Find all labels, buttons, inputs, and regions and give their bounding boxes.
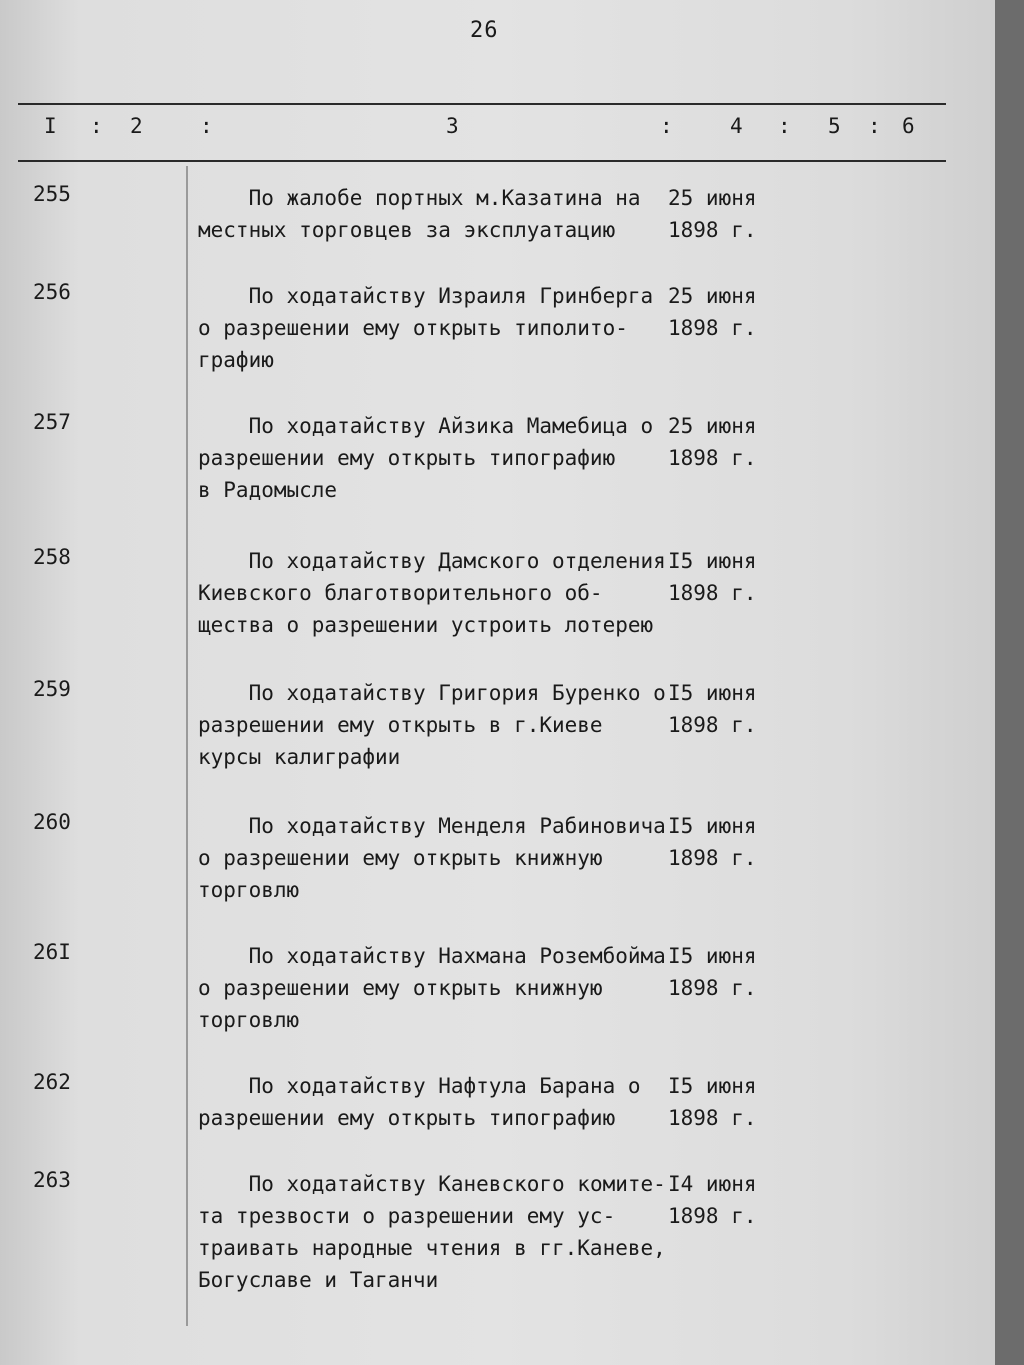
entry-date: I5 июня 1898 г. <box>668 549 757 605</box>
entry-date: 25 июня 1898 г. <box>668 414 757 470</box>
header-rule-bottom <box>18 160 946 162</box>
entry-number: 263 <box>33 1168 71 1192</box>
entry-number: 257 <box>33 410 71 434</box>
column-number-2: 2 <box>130 114 143 138</box>
column-separator: : <box>868 114 881 138</box>
entry-description: По ходатайству Григория Буренко о разрешении ему открыть в г.Киеве курсы калиграфии <box>198 681 666 769</box>
entry-date: 25 июня 1898 г. <box>668 186 757 242</box>
entry-date: I5 июня 1898 г. <box>668 1074 757 1130</box>
entry-description: По ходатайству Израиля Гринберга о разрешении ему открыть типолито- графию <box>198 284 654 372</box>
entry-description: По ходатайству Каневского комите- та трезвости о разрешении ему ус- траивать народные чтения в гг.Каневе, Богуславе и Таганчи <box>198 1172 666 1292</box>
column-number-3: 3 <box>446 114 459 138</box>
entry-number: 262 <box>33 1070 71 1094</box>
entry-date: I5 июня 1898 г. <box>668 944 757 1000</box>
entry-date: I5 июня 1898 г. <box>668 681 757 737</box>
entry-description: По ходатайству Айзика Мамебица о разрешении ему открыть типографию в Радомысле <box>198 414 654 502</box>
entry-date: 25 июня 1898 г. <box>668 284 757 340</box>
page-number: 26 <box>470 18 499 43</box>
entry-description: По ходатайству Дамского отделения Киевского благотворительного об- щества о разрешении устроить лотерею <box>198 549 666 637</box>
entry-number: 26I <box>33 940 71 964</box>
header-rule-top <box>18 103 946 105</box>
entry-description: По жалобе портных м.Казатина на местных торговцев за эксплуатацию <box>198 186 641 242</box>
column-number-4: 4 <box>730 114 743 138</box>
entry-number: 256 <box>33 280 71 304</box>
column-divider <box>186 166 188 1326</box>
entry-description: По ходатайству Менделя Рабиновича о разрешении ему открыть книжную торговлю <box>198 814 666 902</box>
entry-description: По ходатайству Нафтула Барана о разрешении ему открыть типографию <box>198 1074 641 1130</box>
entry-number: 255 <box>33 182 71 206</box>
entry-number: 259 <box>33 677 71 701</box>
page-edge-shadow <box>995 0 1024 1365</box>
column-number-1: I <box>44 114 57 138</box>
column-separator: : <box>90 114 103 138</box>
column-separator: : <box>200 114 213 138</box>
column-number-6: 6 <box>902 114 915 138</box>
entry-date: I4 июня 1898 г. <box>668 1172 757 1228</box>
column-separator: : <box>660 114 673 138</box>
entry-description: По ходатайству Нахмана Розембойма о разрешении ему открыть книжную торговлю <box>198 944 666 1032</box>
column-separator: : <box>778 114 791 138</box>
entry-number: 258 <box>33 545 71 569</box>
column-number-5: 5 <box>828 114 841 138</box>
entry-number: 260 <box>33 810 71 834</box>
entry-date: I5 июня 1898 г. <box>668 814 757 870</box>
